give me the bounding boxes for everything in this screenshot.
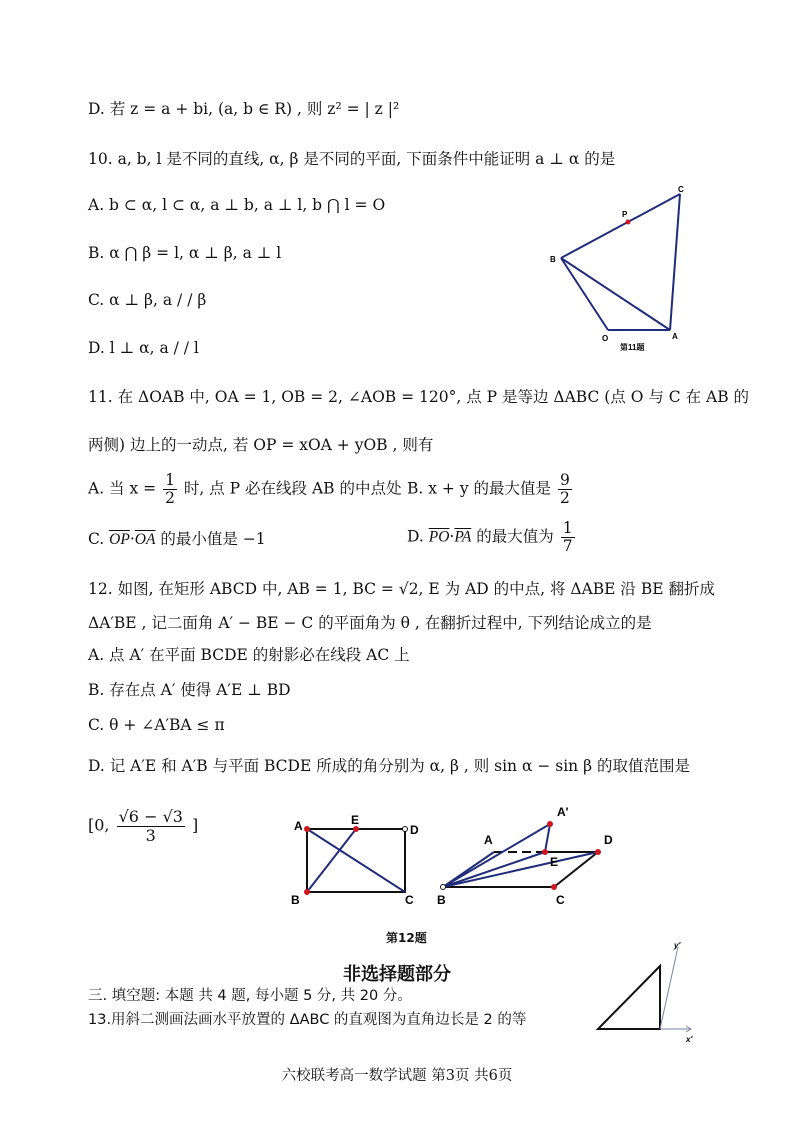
q12-range-den: 3: [145, 825, 156, 845]
fig12-fold-point-b: [441, 885, 446, 890]
q11-c-post: 的最小值是 −1: [160, 530, 266, 548]
q11-a-frac-den: 2: [165, 489, 175, 508]
q10-option-d: D. l ⊥ α, a / / l: [88, 339, 199, 357]
q12-option-c: C. θ + ∠A′BA ≤ π: [88, 716, 225, 734]
fig11-label-a: A: [672, 332, 678, 341]
q11-c-vec1: $\overline{OP}$: [109, 531, 130, 548]
fig11-segment-ca: [670, 194, 680, 330]
fig11-label-c: C: [678, 185, 684, 194]
fig12-fold-point-a1: [547, 821, 553, 827]
q10-stem: 10. a, b, l 是不同的直线, α, β 是不同的平面, 下面条件中能证明 a ⊥ α 的是: [88, 150, 616, 168]
q12-range-pre: [0,: [88, 815, 110, 835]
figure-13: [590, 938, 705, 1048]
figure-12-folded: [432, 800, 632, 910]
fig11-caption: 第11题: [620, 343, 645, 352]
q11-c-vec2: $\overline{OA}$: [134, 531, 156, 548]
q11-b-pre: B. x + y 的最大值是: [407, 479, 552, 498]
fig12-fold-label-e: E: [550, 855, 559, 869]
q11-d-vec2: $\overline{PA}$: [454, 528, 472, 546]
fig12-rect-point-b: [304, 889, 310, 895]
q11-a-fraction: [163, 472, 177, 507]
q11-d-pre: D.: [407, 527, 424, 546]
q10-option-c: C. α ⊥ β, a / / β: [88, 291, 207, 309]
q11-a-pre: A. 当 x =: [88, 479, 157, 498]
section-part3: 三. 填空题: 本题 共 4 题, 每小题 5 分, 共 20 分。: [88, 988, 412, 1004]
q11-b-fraction: [558, 472, 572, 507]
q9-option-d: D. 若 z = a + bi, (a, b ∈ R) , 则 z² = | z |²: [88, 100, 400, 118]
fig12-rect-label-d: D: [410, 823, 419, 837]
fig13-label-y: y': [674, 941, 681, 950]
fig12-fold-point-c: [551, 884, 557, 890]
q12-range: [88, 808, 198, 844]
q12-range-fraction: [117, 808, 185, 844]
q12-range-num: √6 − √3: [118, 807, 183, 826]
fig12-rect-point-d: [403, 827, 408, 832]
q11-d-frac-den: 7: [562, 537, 573, 556]
q10-option-a: A. b ⊂ α, l ⊂ α, a ⊥ b, a ⊥ l, b ⋂ l = O: [88, 196, 386, 214]
q12-range-post: ]: [192, 815, 199, 835]
fig12-caption: 第12题: [386, 931, 427, 945]
q12-stem-line1: 12. 如图, 在矩形 ABCD 中, AB = 1, BC = √2, E 为 AD 的中点, 将 ΔABE 沿 BE 翻折成: [88, 580, 715, 598]
fig12-rect-label-c: C: [405, 893, 414, 907]
q11-c-dot: ·: [129, 530, 135, 548]
q10-option-b: B. α ⋂ β = l, α ⊥ β, a ⊥ l: [88, 244, 282, 262]
q12-option-b: B. 存在点 A′ 使得 A′E ⊥ BD: [88, 681, 291, 699]
section-title: 非选择题部分: [343, 964, 451, 985]
fig12-fold-label-a1: A': [557, 805, 569, 819]
q11-option-d: [407, 520, 577, 555]
fig11-label-o: O: [602, 334, 609, 343]
q11-a-frac-num: 1: [165, 471, 175, 489]
q13-stem: 13.用斜二测画法画水平放置的 ΔABC 的直观图为直角边长是 2 的等: [88, 1012, 527, 1028]
fig12-diag-ac: [307, 829, 405, 892]
q11-d-frac-num: 1: [562, 519, 573, 537]
fig11-label-b: B: [550, 255, 556, 264]
q11-option-a: [88, 472, 401, 507]
q11-option-b: [407, 472, 574, 507]
fig12-line-be: [307, 829, 356, 892]
q11-stem-line1: 11. 在 ΔOAB 中, OA = 1, OB = 2, ∠AOB = 120°, 点 P 是等边 ΔABC (点 O 与 C 在 AB 的: [88, 388, 750, 406]
q11-option-c: [88, 530, 266, 550]
q11-stem-line2: 两侧) 边上的一动点, 若 OP = xOA + yOB , 则有: [88, 436, 434, 454]
page-footer: 六校联考高一数学试题 第3页 共6页: [281, 1068, 513, 1084]
q11-b-frac-den: 2: [559, 489, 570, 508]
fig12-rect-label-e: E: [351, 813, 360, 827]
fig11-point-p: [626, 220, 631, 225]
fig11-segment-ba: [561, 258, 670, 330]
q12-stem-line2: ΔA′BE , 记二面角 A′ − BE − C 的平面角为 θ , 在翻折过程中, 下列结论成立的是: [88, 614, 652, 632]
fig12-rect-label-b: B: [291, 893, 300, 907]
figure-12-rectangle: [285, 812, 425, 912]
fig12-fold-a1e: [545, 824, 550, 852]
q11-d-dot: ·: [449, 527, 455, 546]
figure-11: [540, 185, 700, 355]
fig12-fold-label-b: B: [437, 893, 446, 907]
fig12-fold-point-d: [595, 849, 601, 855]
fig13-label-x: x': [686, 1035, 693, 1044]
q11-c-pre: C.: [88, 530, 105, 548]
fig11-segment-bo: [561, 258, 608, 330]
fig12-fold-label-a: A: [484, 833, 493, 847]
fig11-label-p: P: [622, 210, 628, 219]
fig11-segment-bc: [561, 194, 680, 258]
q12-option-a: A. 点 A′ 在平面 BCDE 的射影必在线段 AC 上: [88, 646, 410, 664]
q12-option-d: D. 记 A′E 和 A′B 与平面 BCDE 所成的角分别为 α, β , 则 sin α − sin β 的取值范围是: [88, 757, 690, 775]
fig12-rect-label-a: A: [294, 819, 303, 833]
fig12-fold-label-c: C: [556, 893, 565, 907]
fig12-fold-point-e: [542, 849, 548, 855]
q11-a-post: 时, 点 P 必在线段 AB 的中点处: [183, 479, 402, 498]
fig12-fold-label-d: D: [604, 833, 613, 847]
fig13-y-axis: [660, 947, 678, 1029]
q11-b-frac-num: 9: [559, 471, 570, 489]
q11-d-post: 的最大值为: [476, 527, 554, 546]
fig13-triangle: [598, 966, 660, 1029]
q11-d-vec1: $\overline{PO}$: [428, 528, 450, 546]
fig12-rect-point-a: [304, 826, 310, 832]
q11-d-fraction: [561, 520, 575, 555]
